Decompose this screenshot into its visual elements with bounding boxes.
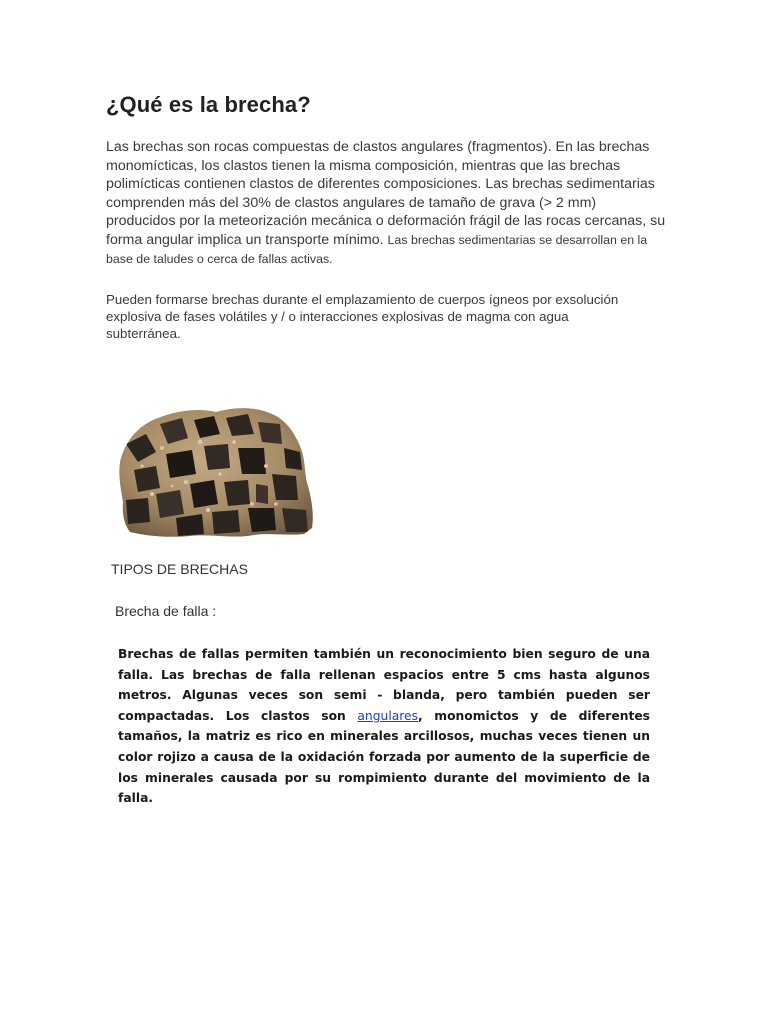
intro-text: Las brechas son rocas compuestas de clastos angulares (fragmentos). En las brechas monomícticas, los clastos tienen la misma composición, mientras que las brechas polimícticas contienen clastos de diferentes composiciones. Las brechas sedimentarias comprenden más del 30% de clastos angulares de tamaño de grava (> 2 mm) producidos por la meteorización mecánica o deformación frágil de las rocas cercanas, su forma angular implica un transporte mínimo. [106,139,666,248]
igneous-paragraph: Pueden formarse brechas durante el emplazamiento de cuerpos ígneos por exsolución explosiva de fases volátiles y / o interacciones explosivas de magma con agua subterránea. [106,292,619,342]
angulares-link[interactable]: angulares [357,708,419,723]
fault-breccia-heading: Brecha de falla : [115,603,217,619]
body-text-before-link: Brechas de fallas permiten también un reconocimiento bien seguro de una falla. Las brechas de falla rellenan espacios entre 5 cms hasta algunos metros. Algunas veces son semi - blanda, pero también pueden ser compactadas. Los clastos son [118,647,650,723]
page-title: ¿Qué es la brecha? [106,92,311,117]
intro-small-text: Las brechas sedimentarias se desarrollan en la base de taludes o cerca de fallas activas. [106,232,648,266]
fault-breccia-paragraph [118,644,650,809]
types-heading: TIPOS DE BRECHAS [111,561,248,577]
body-text-after-link: , monomictos y de diferentes tamaños, la matriz es rico en minerales arcillosos, muchas veces tienen un color rojizo a causa de la oxidación forzada por aumento de la superficie de los minerales causada por su rompimiento durante del movimiento de la falla. [118,708,650,806]
intro-paragraph [106,138,666,268]
breccia-rock-image [116,404,318,538]
